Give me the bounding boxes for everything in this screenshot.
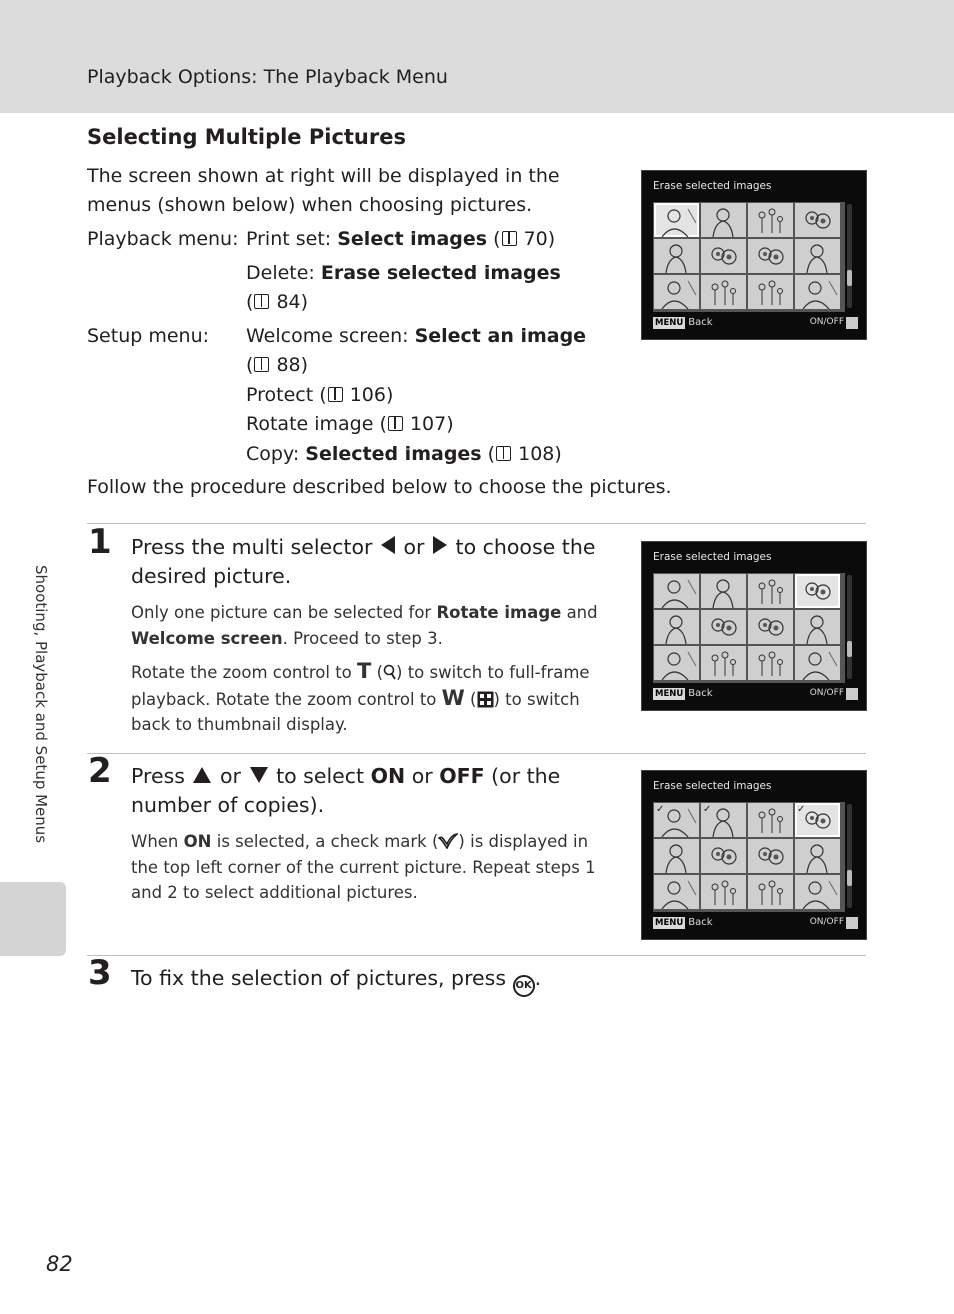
thumbnail-woman[interactable] [795,239,840,273]
thumbnail-woman[interactable] [795,610,840,644]
multi-selector-down-icon [250,767,268,783]
step-number: 2 [88,751,112,791]
follow-text: Follow the procedure described below to choose the pictures. [87,476,672,498]
intro-text: The screen shown at right will be displayed in the menus (shown below) when choosing pictures. [87,165,560,216]
thumbnail-family[interactable] [748,574,793,608]
thumbnail-portrait[interactable] [795,646,840,680]
header-title: Playback Options: The Playback Menu [87,66,448,88]
thumbnail-family[interactable] [748,646,793,680]
thumbnail-woman[interactable] [701,803,746,837]
thumbnail-family[interactable] [748,803,793,837]
multi-selector-right-icon [433,536,447,554]
book-icon [328,387,343,402]
thumbnail-flowers[interactable] [748,610,793,644]
thumbnail-portrait[interactable] [795,875,840,909]
zoom-icon [846,317,858,329]
check-mark-icon: ✓ [703,804,712,815]
back-label: Back [688,317,713,328]
delete-page-ref: ( 84) [246,291,309,313]
thumbnail-flowers[interactable] [748,239,793,273]
screen-title: Erase selected images [653,551,772,563]
side-tab [0,882,66,956]
screen-footer [653,688,858,702]
step-3-heading: To fix the selection of pictures, press OK . [131,964,541,997]
menu-button-icon: MENU [655,318,684,328]
delete-line: Delete: Erase selected images [246,262,561,284]
welcome-line: Welcome screen: Select an image [246,325,587,347]
thumbnail-flowers[interactable] [701,239,746,273]
print-set-line: Print set: Select images ( 70) [246,228,556,250]
thumbnail-flowers[interactable] [795,574,840,608]
copy-line: Copy: Selected images ( 108) [246,443,562,465]
step-2-heading: Press or to select ON or OFF (or the number of copies). [131,764,561,817]
thumbnail-grid [653,202,845,312]
camera-screen-2 [642,542,866,710]
divider [87,955,866,956]
zoom-in-icon [383,664,396,681]
thumbnail-icon [477,691,494,708]
screen-footer [653,317,858,331]
on-off-label: ON/OFF [809,317,844,327]
thumbnail-flowers[interactable] [795,803,840,837]
protect-line: Protect ( 106) [246,384,394,406]
camera-screen-3 [642,771,866,939]
thumbnail-portrait[interactable] [795,275,840,309]
screen-scrollbar [847,204,852,308]
thumbnail-family[interactable] [748,275,793,309]
zoom-icon [846,688,858,700]
check-mark-icon: ✓ [656,804,665,815]
thumbnail-family[interactable] [701,275,746,309]
on-off-label: ON/OFF [809,917,844,927]
divider [87,523,866,524]
playback-menu-label: Playback menu: [87,228,239,250]
book-icon [502,231,517,246]
thumbnail-portrait[interactable] [654,803,699,837]
back-label: Back [688,688,713,699]
screen-scrollbar [847,575,852,679]
thumbnail-grid [653,802,845,912]
thumbnail-flowers[interactable] [748,839,793,873]
step-number: 3 [88,953,112,993]
thumbnail-woman[interactable] [654,610,699,644]
book-icon [496,446,511,461]
thumbnail-portrait[interactable] [654,203,699,237]
zoom-icon [846,917,858,929]
thumbnail-portrait[interactable] [654,875,699,909]
back-label: Back [688,917,713,928]
thumbnail-flowers[interactable] [795,203,840,237]
screen-scrollbar [847,804,852,908]
thumbnail-family[interactable] [748,875,793,909]
thumbnail-woman[interactable] [701,574,746,608]
screen-title: Erase selected images [653,180,772,192]
on-off-label: ON/OFF [809,688,844,698]
ok-button-icon: OK [513,975,535,997]
thumbnail-family[interactable] [701,875,746,909]
book-icon [388,416,403,431]
rotate-line: Rotate image ( 107) [246,413,454,435]
welcome-page-ref: ( 88) [246,354,309,376]
book-icon [254,357,269,372]
step-number: 1 [88,522,112,562]
thumbnail-woman[interactable] [654,239,699,273]
step-1-heading: Press the multi selector or to choose the desired picture. [131,535,596,588]
multi-selector-left-icon [381,536,395,554]
thumbnail-flowers[interactable] [701,839,746,873]
book-icon [254,294,269,309]
step-1-note-1: Only one picture can be selected for Rotate image and Welcome screen. Proceed to step 3. [131,603,598,648]
thumbnail-portrait[interactable] [654,574,699,608]
page-header [0,0,954,113]
section-title: Selecting Multiple Pictures [87,125,406,149]
step-1-note-2: Rotate the zoom control to T ( ) to switch to full-frame playback. Rotate the zoom control to W ( ) to switch back to thumbnail display. [131,659,590,734]
menu-button-icon: MENU [655,918,684,928]
check-mark-icon: ✓ [797,804,806,815]
camera-screen-1 [642,171,866,339]
setup-menu-label: Setup menu: [87,325,210,347]
menu-button-icon: MENU [655,689,684,699]
thumbnail-woman[interactable] [654,839,699,873]
thumbnail-flowers[interactable] [701,610,746,644]
divider [87,753,866,754]
check-mark-icon [438,833,458,849]
thumbnail-portrait[interactable] [654,275,699,309]
screen-title: Erase selected images [653,780,772,792]
multi-selector-up-icon [193,767,211,783]
side-section-label: Shooting, Playback and Setup Menus [32,565,50,844]
step-2-note: When ON is selected, a check mark ( ) is displayed in the top left corner of the current picture. Repeat steps 1 and 2 to select additional pictures. [131,832,596,902]
screen-footer [653,917,858,931]
thumbnail-woman[interactable] [795,839,840,873]
page-number: 82 [46,1252,73,1276]
thumbnail-family[interactable] [748,203,793,237]
thumbnail-family[interactable] [701,646,746,680]
thumbnail-portrait[interactable] [654,646,699,680]
thumbnail-grid [653,573,845,683]
thumbnail-woman[interactable] [701,203,746,237]
